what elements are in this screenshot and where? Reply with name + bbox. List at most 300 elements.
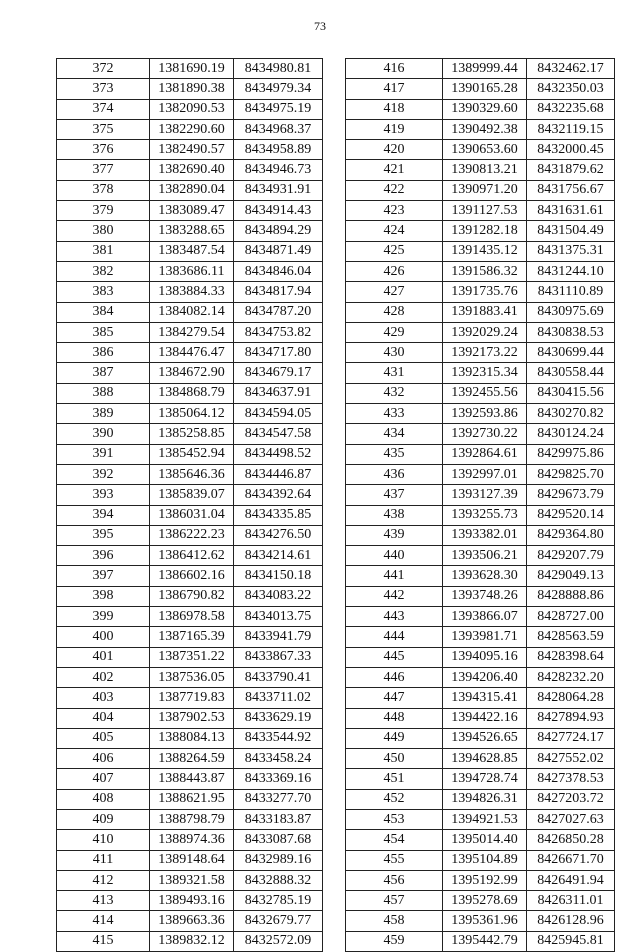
- y-coordinate-cell: 8431504.49: [527, 221, 615, 241]
- table-row: [346, 911, 615, 931]
- y-coordinate-cell: 8433458.24: [234, 749, 323, 769]
- point-number-cell: 407: [57, 769, 150, 789]
- y-coordinate-cell: 8433867.33: [234, 647, 323, 667]
- point-number-cell: 391: [57, 444, 150, 464]
- x-coordinate-cell: 1385646.36: [150, 464, 234, 484]
- y-coordinate-cell: 8427894.93: [527, 708, 615, 728]
- y-coordinate-cell: 8428398.64: [527, 647, 615, 667]
- y-coordinate-cell: 8430838.53: [527, 322, 615, 342]
- point-number-cell: 418: [346, 99, 443, 119]
- x-coordinate-cell: 1394526.65: [443, 728, 527, 748]
- x-coordinate-cell: 1393382.01: [443, 525, 527, 545]
- y-coordinate-cell: 8433183.87: [234, 809, 323, 829]
- table-row: [346, 241, 615, 261]
- x-coordinate-cell: 1388621.95: [150, 789, 234, 809]
- y-coordinate-cell: 8434980.81: [234, 59, 323, 79]
- x-coordinate-cell: 1382690.40: [150, 160, 234, 180]
- x-coordinate-cell: 1387351.22: [150, 647, 234, 667]
- point-number-cell: 385: [57, 322, 150, 342]
- x-coordinate-cell: 1392730.22: [443, 424, 527, 444]
- x-coordinate-cell: 1395278.69: [443, 891, 527, 911]
- point-number-cell: 445: [346, 647, 443, 667]
- y-coordinate-cell: 8434335.85: [234, 505, 323, 525]
- y-coordinate-cell: 8428563.59: [527, 627, 615, 647]
- table-row: [57, 688, 323, 708]
- y-coordinate-cell: 8433790.41: [234, 667, 323, 687]
- table-row: [57, 870, 323, 890]
- y-coordinate-cell: 8432350.03: [527, 79, 615, 99]
- point-number-cell: 430: [346, 343, 443, 363]
- x-coordinate-cell: 1386222.23: [150, 525, 234, 545]
- y-coordinate-cell: 8426671.70: [527, 850, 615, 870]
- x-coordinate-cell: 1394422.16: [443, 708, 527, 728]
- y-coordinate-cell: 8434446.87: [234, 464, 323, 484]
- x-coordinate-cell: 1391127.53: [443, 201, 527, 221]
- table-row: [57, 383, 323, 403]
- point-number-cell: 409: [57, 809, 150, 829]
- point-number-cell: 448: [346, 708, 443, 728]
- table-row: [57, 160, 323, 180]
- x-coordinate-cell: 1386602.16: [150, 566, 234, 586]
- table-row: [346, 464, 615, 484]
- table-row: [346, 566, 615, 586]
- point-number-cell: 449: [346, 728, 443, 748]
- point-number-cell: 416: [346, 59, 443, 79]
- y-coordinate-cell: 8434931.91: [234, 180, 323, 200]
- point-number-cell: 434: [346, 424, 443, 444]
- x-coordinate-cell: 1386412.62: [150, 546, 234, 566]
- y-coordinate-cell: 8434979.34: [234, 79, 323, 99]
- y-coordinate-cell: 8434594.05: [234, 404, 323, 424]
- point-number-cell: 382: [57, 261, 150, 281]
- table-row: [57, 708, 323, 728]
- y-coordinate-cell: 8434717.80: [234, 343, 323, 363]
- y-coordinate-cell: 8434150.18: [234, 566, 323, 586]
- table-row: [57, 789, 323, 809]
- table-row: [57, 140, 323, 160]
- point-number-cell: 423: [346, 201, 443, 221]
- y-coordinate-cell: 8428064.28: [527, 688, 615, 708]
- table-row: [57, 79, 323, 99]
- x-coordinate-cell: 1388443.87: [150, 769, 234, 789]
- y-coordinate-cell: 8432119.15: [527, 119, 615, 139]
- point-number-cell: 426: [346, 261, 443, 281]
- y-coordinate-cell: 8433629.19: [234, 708, 323, 728]
- x-coordinate-cell: 1385064.12: [150, 404, 234, 424]
- table-row: [57, 241, 323, 261]
- table-row: [57, 404, 323, 424]
- y-coordinate-cell: 8434914.43: [234, 201, 323, 221]
- table-row: [346, 363, 615, 383]
- table-row: [57, 119, 323, 139]
- x-coordinate-cell: 1384672.90: [150, 363, 234, 383]
- y-coordinate-cell: 8427027.63: [527, 809, 615, 829]
- x-coordinate-cell: 1393127.39: [443, 485, 527, 505]
- point-number-cell: 410: [57, 830, 150, 850]
- point-number-cell: 431: [346, 363, 443, 383]
- y-coordinate-cell: 8434013.75: [234, 607, 323, 627]
- y-coordinate-cell: 8431879.62: [527, 160, 615, 180]
- table-row: [57, 850, 323, 870]
- point-number-cell: 419: [346, 119, 443, 139]
- table-row: [346, 343, 615, 363]
- point-number-cell: 401: [57, 647, 150, 667]
- table-row: [57, 505, 323, 525]
- table-row: [57, 647, 323, 667]
- x-coordinate-cell: 1390492.38: [443, 119, 527, 139]
- table-row: [57, 363, 323, 383]
- x-coordinate-cell: 1383686.11: [150, 261, 234, 281]
- x-coordinate-cell: 1385839.07: [150, 485, 234, 505]
- table-row: [57, 221, 323, 241]
- x-coordinate-cell: 1390971.20: [443, 180, 527, 200]
- point-number-cell: 440: [346, 546, 443, 566]
- y-coordinate-cell: 8433087.68: [234, 830, 323, 850]
- point-number-cell: 384: [57, 302, 150, 322]
- table-row: [346, 607, 615, 627]
- coordinate-table-left: [56, 58, 323, 952]
- table-row: [346, 546, 615, 566]
- x-coordinate-cell: 1394728.74: [443, 769, 527, 789]
- x-coordinate-cell: 1385258.85: [150, 424, 234, 444]
- x-coordinate-cell: 1386031.04: [150, 505, 234, 525]
- point-number-cell: 405: [57, 728, 150, 748]
- x-coordinate-cell: 1390653.60: [443, 140, 527, 160]
- y-coordinate-cell: 8427724.17: [527, 728, 615, 748]
- y-coordinate-cell: 8428727.00: [527, 607, 615, 627]
- table-row: [346, 586, 615, 606]
- y-coordinate-cell: 8434817.94: [234, 282, 323, 302]
- x-coordinate-cell: 1389148.64: [150, 850, 234, 870]
- table-row: [346, 627, 615, 647]
- point-number-cell: 377: [57, 160, 150, 180]
- y-coordinate-cell: 8433941.79: [234, 627, 323, 647]
- x-coordinate-cell: 1392173.22: [443, 343, 527, 363]
- point-number-cell: 396: [57, 546, 150, 566]
- table-row: [346, 769, 615, 789]
- point-number-cell: 402: [57, 667, 150, 687]
- x-coordinate-cell: 1389999.44: [443, 59, 527, 79]
- y-coordinate-cell: 8429520.14: [527, 505, 615, 525]
- point-number-cell: 376: [57, 140, 150, 160]
- x-coordinate-cell: 1391586.32: [443, 261, 527, 281]
- y-coordinate-cell: 8432572.09: [234, 931, 323, 951]
- point-number-cell: 457: [346, 891, 443, 911]
- x-coordinate-cell: 1389832.12: [150, 931, 234, 951]
- x-coordinate-cell: 1391435.12: [443, 241, 527, 261]
- x-coordinate-cell: 1392864.61: [443, 444, 527, 464]
- x-coordinate-cell: 1394628.85: [443, 749, 527, 769]
- x-coordinate-cell: 1387165.39: [150, 627, 234, 647]
- x-coordinate-cell: 1382290.60: [150, 119, 234, 139]
- x-coordinate-cell: 1395192.99: [443, 870, 527, 890]
- x-coordinate-cell: 1381690.19: [150, 59, 234, 79]
- table-row: [346, 261, 615, 281]
- point-number-cell: 400: [57, 627, 150, 647]
- y-coordinate-cell: 8430558.44: [527, 363, 615, 383]
- x-coordinate-cell: 1391735.76: [443, 282, 527, 302]
- table-row: [346, 99, 615, 119]
- x-coordinate-cell: 1386978.58: [150, 607, 234, 627]
- table-row: [57, 891, 323, 911]
- table-row: [346, 809, 615, 829]
- table-row: [346, 830, 615, 850]
- table-row: [346, 404, 615, 424]
- x-coordinate-cell: 1390813.21: [443, 160, 527, 180]
- y-coordinate-cell: 8429673.79: [527, 485, 615, 505]
- table-row: [57, 911, 323, 931]
- point-number-cell: 404: [57, 708, 150, 728]
- x-coordinate-cell: 1395361.96: [443, 911, 527, 931]
- x-coordinate-cell: 1383089.47: [150, 201, 234, 221]
- table-row: [346, 647, 615, 667]
- point-number-cell: 417: [346, 79, 443, 99]
- y-coordinate-cell: 8434392.64: [234, 485, 323, 505]
- y-coordinate-cell: 8434679.17: [234, 363, 323, 383]
- table-row: [57, 99, 323, 119]
- table-row: [346, 789, 615, 809]
- point-number-cell: 398: [57, 586, 150, 606]
- table-row: [57, 830, 323, 850]
- y-coordinate-cell: 8425945.81: [527, 931, 615, 951]
- y-coordinate-cell: 8431631.61: [527, 201, 615, 221]
- table-row: [346, 140, 615, 160]
- point-number-cell: 432: [346, 383, 443, 403]
- x-coordinate-cell: 1386790.82: [150, 586, 234, 606]
- y-coordinate-cell: 8434894.29: [234, 221, 323, 241]
- y-coordinate-cell: 8433544.92: [234, 728, 323, 748]
- table-row: [57, 464, 323, 484]
- table-row: [346, 322, 615, 342]
- table-row: [346, 79, 615, 99]
- table-row: [346, 667, 615, 687]
- table-row: [346, 485, 615, 505]
- y-coordinate-cell: 8430699.44: [527, 343, 615, 363]
- table-row: [57, 261, 323, 281]
- point-number-cell: 444: [346, 627, 443, 647]
- x-coordinate-cell: 1385452.94: [150, 444, 234, 464]
- x-coordinate-cell: 1392029.24: [443, 322, 527, 342]
- y-coordinate-cell: 8434498.52: [234, 444, 323, 464]
- point-number-cell: 413: [57, 891, 150, 911]
- y-coordinate-cell: 8430124.24: [527, 424, 615, 444]
- x-coordinate-cell: 1387719.83: [150, 688, 234, 708]
- y-coordinate-cell: 8433277.70: [234, 789, 323, 809]
- page-number: 73: [314, 19, 326, 33]
- point-number-cell: 372: [57, 59, 150, 79]
- y-coordinate-cell: 8434958.89: [234, 140, 323, 160]
- x-coordinate-cell: 1388798.79: [150, 809, 234, 829]
- y-coordinate-cell: 8428888.86: [527, 586, 615, 606]
- y-coordinate-cell: 8432989.16: [234, 850, 323, 870]
- table-row: [346, 708, 615, 728]
- y-coordinate-cell: 8434871.49: [234, 241, 323, 261]
- y-coordinate-cell: 8433711.02: [234, 688, 323, 708]
- point-number-cell: 436: [346, 464, 443, 484]
- point-number-cell: 433: [346, 404, 443, 424]
- table-row: [57, 59, 323, 79]
- point-number-cell: 437: [346, 485, 443, 505]
- x-coordinate-cell: 1387536.05: [150, 667, 234, 687]
- point-number-cell: 389: [57, 404, 150, 424]
- x-coordinate-cell: 1389321.58: [150, 870, 234, 890]
- point-number-cell: 425: [346, 241, 443, 261]
- point-number-cell: 420: [346, 140, 443, 160]
- table-row: [346, 282, 615, 302]
- point-number-cell: 459: [346, 931, 443, 951]
- x-coordinate-cell: 1389493.16: [150, 891, 234, 911]
- table-row: [346, 749, 615, 769]
- y-coordinate-cell: 8433369.16: [234, 769, 323, 789]
- x-coordinate-cell: 1395104.89: [443, 850, 527, 870]
- x-coordinate-cell: 1383288.65: [150, 221, 234, 241]
- y-coordinate-cell: 8434637.91: [234, 383, 323, 403]
- point-number-cell: 447: [346, 688, 443, 708]
- point-number-cell: 387: [57, 363, 150, 383]
- x-coordinate-cell: 1395442.79: [443, 931, 527, 951]
- x-coordinate-cell: 1392315.34: [443, 363, 527, 383]
- y-coordinate-cell: 8427203.72: [527, 789, 615, 809]
- point-number-cell: 456: [346, 870, 443, 890]
- x-coordinate-cell: 1394315.41: [443, 688, 527, 708]
- x-coordinate-cell: 1391883.41: [443, 302, 527, 322]
- table-row: [346, 444, 615, 464]
- point-number-cell: 392: [57, 464, 150, 484]
- x-coordinate-cell: 1382490.57: [150, 140, 234, 160]
- point-number-cell: 452: [346, 789, 443, 809]
- point-number-cell: 412: [57, 870, 150, 890]
- y-coordinate-cell: 8432000.45: [527, 140, 615, 160]
- x-coordinate-cell: 1394921.53: [443, 809, 527, 829]
- x-coordinate-cell: 1393866.07: [443, 607, 527, 627]
- point-number-cell: 421: [346, 160, 443, 180]
- x-coordinate-cell: 1388974.36: [150, 830, 234, 850]
- point-number-cell: 381: [57, 241, 150, 261]
- y-coordinate-cell: 8432462.17: [527, 59, 615, 79]
- x-coordinate-cell: 1392593.86: [443, 404, 527, 424]
- point-number-cell: 427: [346, 282, 443, 302]
- y-coordinate-cell: 8432679.77: [234, 911, 323, 931]
- y-coordinate-cell: 8432785.19: [234, 891, 323, 911]
- point-number-cell: 458: [346, 911, 443, 931]
- point-number-cell: 429: [346, 322, 443, 342]
- table-row: [57, 424, 323, 444]
- point-number-cell: 397: [57, 566, 150, 586]
- point-number-cell: 438: [346, 505, 443, 525]
- y-coordinate-cell: 8428232.20: [527, 667, 615, 687]
- y-coordinate-cell: 8431110.89: [527, 282, 615, 302]
- y-coordinate-cell: 8434946.73: [234, 160, 323, 180]
- table-row: [57, 809, 323, 829]
- point-number-cell: 379: [57, 201, 150, 221]
- y-coordinate-cell: 8434547.58: [234, 424, 323, 444]
- x-coordinate-cell: 1381890.38: [150, 79, 234, 99]
- y-coordinate-cell: 8434846.04: [234, 261, 323, 281]
- x-coordinate-cell: 1394095.16: [443, 647, 527, 667]
- point-number-cell: 388: [57, 383, 150, 403]
- y-coordinate-cell: 8429364.80: [527, 525, 615, 545]
- point-number-cell: 411: [57, 850, 150, 870]
- x-coordinate-cell: 1392997.01: [443, 464, 527, 484]
- point-number-cell: 454: [346, 830, 443, 850]
- x-coordinate-cell: 1383884.33: [150, 282, 234, 302]
- point-number-cell: 428: [346, 302, 443, 322]
- y-coordinate-cell: 8434968.37: [234, 119, 323, 139]
- table-row: [57, 444, 323, 464]
- point-number-cell: 441: [346, 566, 443, 586]
- y-coordinate-cell: 8429825.70: [527, 464, 615, 484]
- y-coordinate-cell: 8430270.82: [527, 404, 615, 424]
- point-number-cell: 386: [57, 343, 150, 363]
- y-coordinate-cell: 8429207.79: [527, 546, 615, 566]
- point-number-cell: 439: [346, 525, 443, 545]
- table-row: [57, 566, 323, 586]
- x-coordinate-cell: 1390329.60: [443, 99, 527, 119]
- y-coordinate-cell: 8427552.02: [527, 749, 615, 769]
- table-row: [57, 302, 323, 322]
- y-coordinate-cell: 8429049.13: [527, 566, 615, 586]
- y-coordinate-cell: 8431756.67: [527, 180, 615, 200]
- y-coordinate-cell: 8426311.01: [527, 891, 615, 911]
- x-coordinate-cell: 1391282.18: [443, 221, 527, 241]
- y-coordinate-cell: 8430975.69: [527, 302, 615, 322]
- table-row: [57, 627, 323, 647]
- point-number-cell: 390: [57, 424, 150, 444]
- point-number-cell: 393: [57, 485, 150, 505]
- point-number-cell: 395: [57, 525, 150, 545]
- table-row: [57, 607, 323, 627]
- y-coordinate-cell: 8434214.61: [234, 546, 323, 566]
- table-row: [57, 546, 323, 566]
- point-number-cell: 403: [57, 688, 150, 708]
- table-row: [346, 525, 615, 545]
- table-row: [57, 769, 323, 789]
- y-coordinate-cell: 8434083.22: [234, 586, 323, 606]
- point-number-cell: 442: [346, 586, 443, 606]
- table-row: [346, 931, 615, 951]
- point-number-cell: 374: [57, 99, 150, 119]
- table-row: [346, 850, 615, 870]
- point-number-cell: 375: [57, 119, 150, 139]
- x-coordinate-cell: 1395014.40: [443, 830, 527, 850]
- table-row: [57, 749, 323, 769]
- coordinate-table-right: [345, 58, 615, 952]
- table-row: [346, 201, 615, 221]
- table-row: [57, 282, 323, 302]
- y-coordinate-cell: 8432888.32: [234, 870, 323, 890]
- table-row: [57, 728, 323, 748]
- point-number-cell: 378: [57, 180, 150, 200]
- y-coordinate-cell: 8432235.68: [527, 99, 615, 119]
- x-coordinate-cell: 1388084.13: [150, 728, 234, 748]
- point-number-cell: 380: [57, 221, 150, 241]
- y-coordinate-cell: 8426491.94: [527, 870, 615, 890]
- point-number-cell: 408: [57, 789, 150, 809]
- y-coordinate-cell: 8431244.10: [527, 261, 615, 281]
- y-coordinate-cell: 8427378.53: [527, 769, 615, 789]
- point-number-cell: 443: [346, 607, 443, 627]
- point-number-cell: 455: [346, 850, 443, 870]
- x-coordinate-cell: 1393506.21: [443, 546, 527, 566]
- point-number-cell: 451: [346, 769, 443, 789]
- y-coordinate-cell: 8426128.96: [527, 911, 615, 931]
- x-coordinate-cell: 1393628.30: [443, 566, 527, 586]
- point-number-cell: 399: [57, 607, 150, 627]
- x-coordinate-cell: 1388264.59: [150, 749, 234, 769]
- x-coordinate-cell: 1390165.28: [443, 79, 527, 99]
- point-number-cell: 383: [57, 282, 150, 302]
- point-number-cell: 415: [57, 931, 150, 951]
